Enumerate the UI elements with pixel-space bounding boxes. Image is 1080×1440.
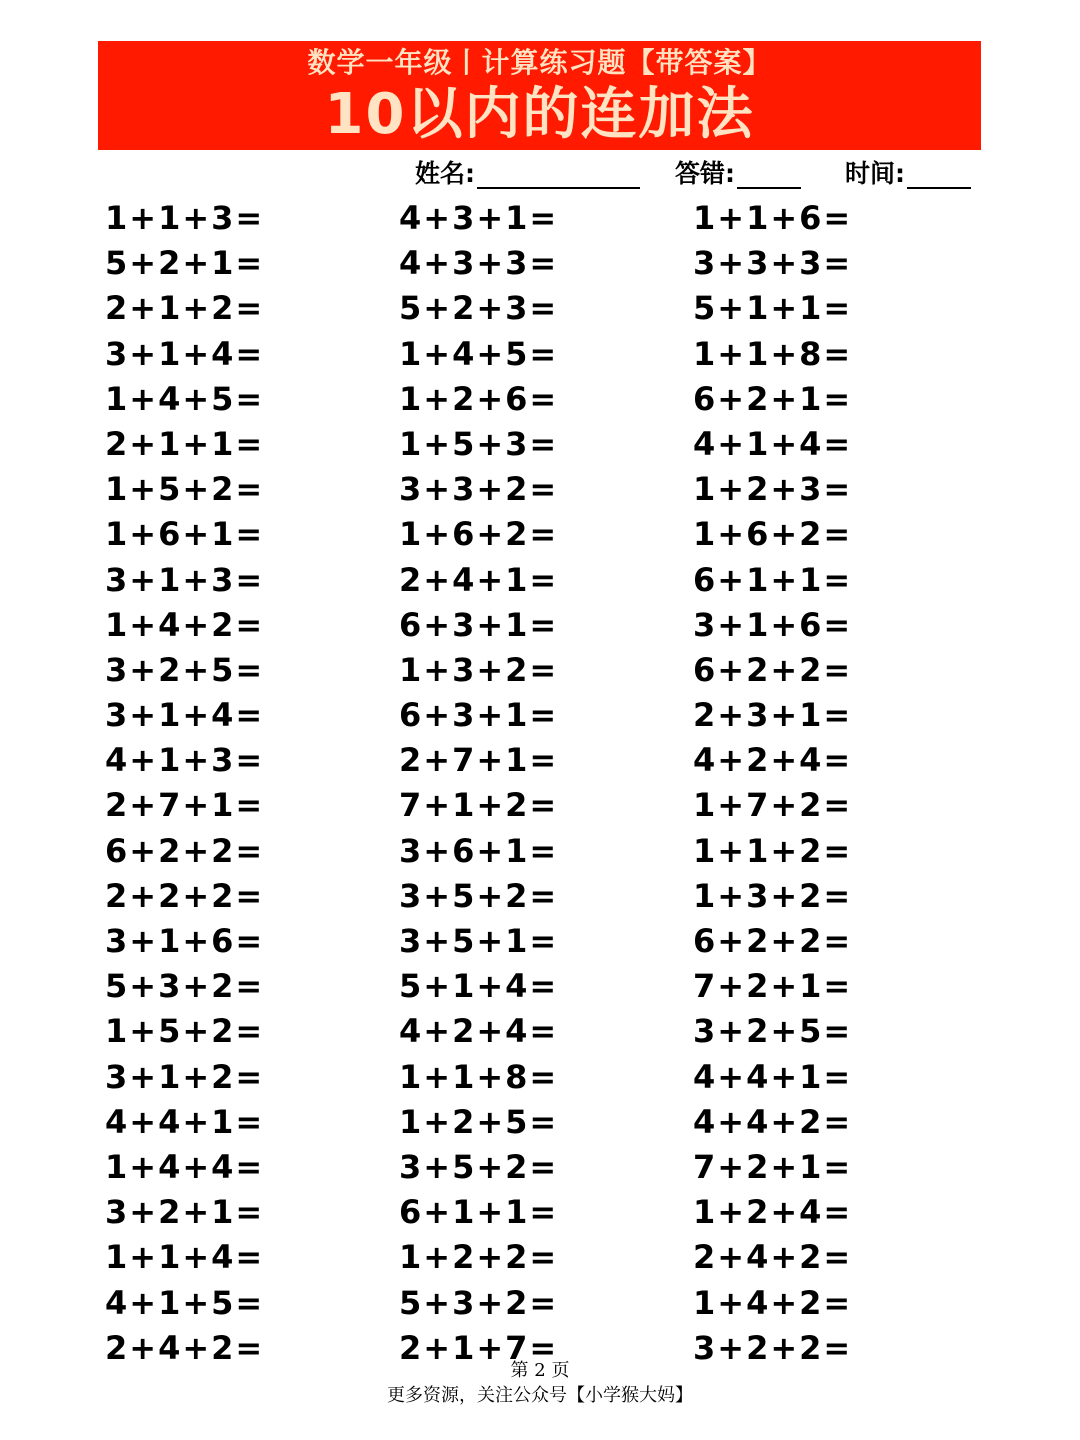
problem-item: 4+3+1= xyxy=(399,199,559,237)
problem-item: 3+1+4= xyxy=(105,696,265,735)
problem-item: 3+2+1= xyxy=(105,1193,265,1232)
problem-item: 3+2+2= xyxy=(693,1328,853,1367)
problem-item: 2+1+7= xyxy=(399,1328,559,1367)
problem-item: 1+1+2= xyxy=(693,831,853,870)
problem-item: 6+3+1= xyxy=(399,605,559,644)
problem-item: 1+3+2= xyxy=(693,876,853,915)
problem-item: 3+1+2= xyxy=(105,1057,265,1096)
problem-item: 1+1+8= xyxy=(399,1057,559,1096)
problem-item: 3+5+1= xyxy=(399,922,559,960)
problem-item: 6+2+2= xyxy=(693,650,853,689)
problem-item: 1+1+8= xyxy=(693,334,853,373)
problem-item: 6+1+1= xyxy=(399,1193,559,1232)
page-number: 第 2 页 xyxy=(510,1360,570,1381)
time-label: 时间: xyxy=(845,159,905,188)
problem-item: 1+6+2= xyxy=(399,515,559,554)
problem-column-2 xyxy=(399,196,669,1371)
problem-item: 3+5+2= xyxy=(399,1147,559,1186)
problem-item: 2+1+2= xyxy=(105,289,265,328)
problem-column-3 xyxy=(693,196,963,1371)
problem-item: 1+4+2= xyxy=(105,605,265,644)
problem-item: 1+2+2= xyxy=(399,1238,559,1277)
problem-item: 3+2+5= xyxy=(693,1012,853,1051)
problem-item: 1+7+2= xyxy=(693,786,853,825)
problem-item: 1+4+5= xyxy=(399,334,559,373)
problem-item: 1+5+2= xyxy=(105,1012,265,1051)
problem-item: 1+5+3= xyxy=(399,424,559,463)
problem-item: 5+3+2= xyxy=(105,967,265,1006)
problem-column-1 xyxy=(105,196,375,1371)
name-blank xyxy=(477,161,640,189)
problem-item: 5+3+2= xyxy=(399,1283,559,1322)
problem-item: 5+2+1= xyxy=(105,244,265,283)
problem-item: 2+1+1= xyxy=(105,424,265,463)
problem-item: 3+1+6= xyxy=(693,605,853,644)
problem-item: 5+1+1= xyxy=(693,289,853,328)
problem-item: 1+4+4= xyxy=(105,1147,265,1186)
problem-item: 1+4+5= xyxy=(105,379,265,418)
problem-item: 6+2+2= xyxy=(105,831,265,870)
student-info-row xyxy=(0,155,1080,191)
problem-item: 3+1+3= xyxy=(105,560,265,599)
problem-item: 7+2+1= xyxy=(693,967,853,1006)
problem-item: 2+4+1= xyxy=(399,560,559,599)
problem-item: 4+1+3= xyxy=(105,741,265,780)
problem-item: 3+1+4= xyxy=(105,334,265,373)
problem-item: 1+1+6= xyxy=(693,199,853,237)
problem-item: 4+2+4= xyxy=(399,1012,559,1051)
problem-item: 3+3+2= xyxy=(399,470,559,509)
title-banner xyxy=(98,41,981,150)
time-blank xyxy=(907,161,971,189)
problem-item: 7+1+2= xyxy=(399,786,559,825)
problem-item: 1+2+3= xyxy=(693,470,853,509)
problem-item: 1+6+1= xyxy=(105,515,265,554)
problem-item: 3+1+6= xyxy=(105,922,265,960)
problem-item: 2+2+2= xyxy=(105,876,265,915)
problem-item: 1+1+4= xyxy=(105,1238,265,1277)
problem-item: 3+5+2= xyxy=(399,876,559,915)
problem-item: 3+2+5= xyxy=(105,650,265,689)
problem-item: 4+4+1= xyxy=(105,1102,265,1141)
problem-item: 2+4+2= xyxy=(693,1238,853,1277)
errors-blank xyxy=(737,161,801,189)
problem-item: 2+7+1= xyxy=(399,741,559,780)
problem-item: 4+4+1= xyxy=(693,1057,853,1096)
problem-item: 4+3+3= xyxy=(399,244,559,283)
problem-item: 1+2+6= xyxy=(399,379,559,418)
problem-item: 1+4+2= xyxy=(693,1283,853,1322)
problem-item: 2+3+1= xyxy=(693,696,853,735)
problem-item: 2+7+1= xyxy=(105,786,265,825)
worksheet-subtitle: 数学一年级丨计算练习题【带答案】 xyxy=(307,46,772,79)
problem-item: 2+4+2= xyxy=(105,1328,265,1367)
errors-field xyxy=(675,155,801,189)
problem-item: 1+6+2= xyxy=(693,515,853,554)
name-field xyxy=(415,155,640,189)
problem-item: 6+3+1= xyxy=(399,696,559,735)
problem-item: 1+5+2= xyxy=(105,470,265,509)
problem-item: 4+1+4= xyxy=(693,424,853,463)
problem-item: 1+2+4= xyxy=(693,1193,853,1232)
name-label: 姓名: xyxy=(415,159,475,188)
problem-item: 5+1+4= xyxy=(399,967,559,1006)
problem-item: 6+2+1= xyxy=(693,379,853,418)
problem-item: 7+2+1= xyxy=(693,1147,853,1186)
problem-item: 5+2+3= xyxy=(399,289,559,328)
footer-note: 更多资源，关注公众号【小学猴大妈】 xyxy=(387,1385,693,1406)
problem-item: 3+3+3= xyxy=(693,244,853,283)
worksheet-title: 10以内的连加法 xyxy=(324,82,755,147)
problem-item: 6+1+1= xyxy=(693,560,853,599)
problem-item: 4+4+2= xyxy=(693,1102,853,1141)
problem-item: 4+1+5= xyxy=(105,1283,265,1322)
problem-item: 1+1+3= xyxy=(105,199,265,237)
problem-item: 4+2+4= xyxy=(693,741,853,780)
time-field xyxy=(845,155,971,189)
problem-item: 3+6+1= xyxy=(399,831,559,870)
problem-item: 1+3+2= xyxy=(399,650,559,689)
problem-item: 6+2+2= xyxy=(693,922,853,960)
problem-item: 1+2+5= xyxy=(399,1102,559,1141)
errors-label: 答错: xyxy=(675,159,735,188)
